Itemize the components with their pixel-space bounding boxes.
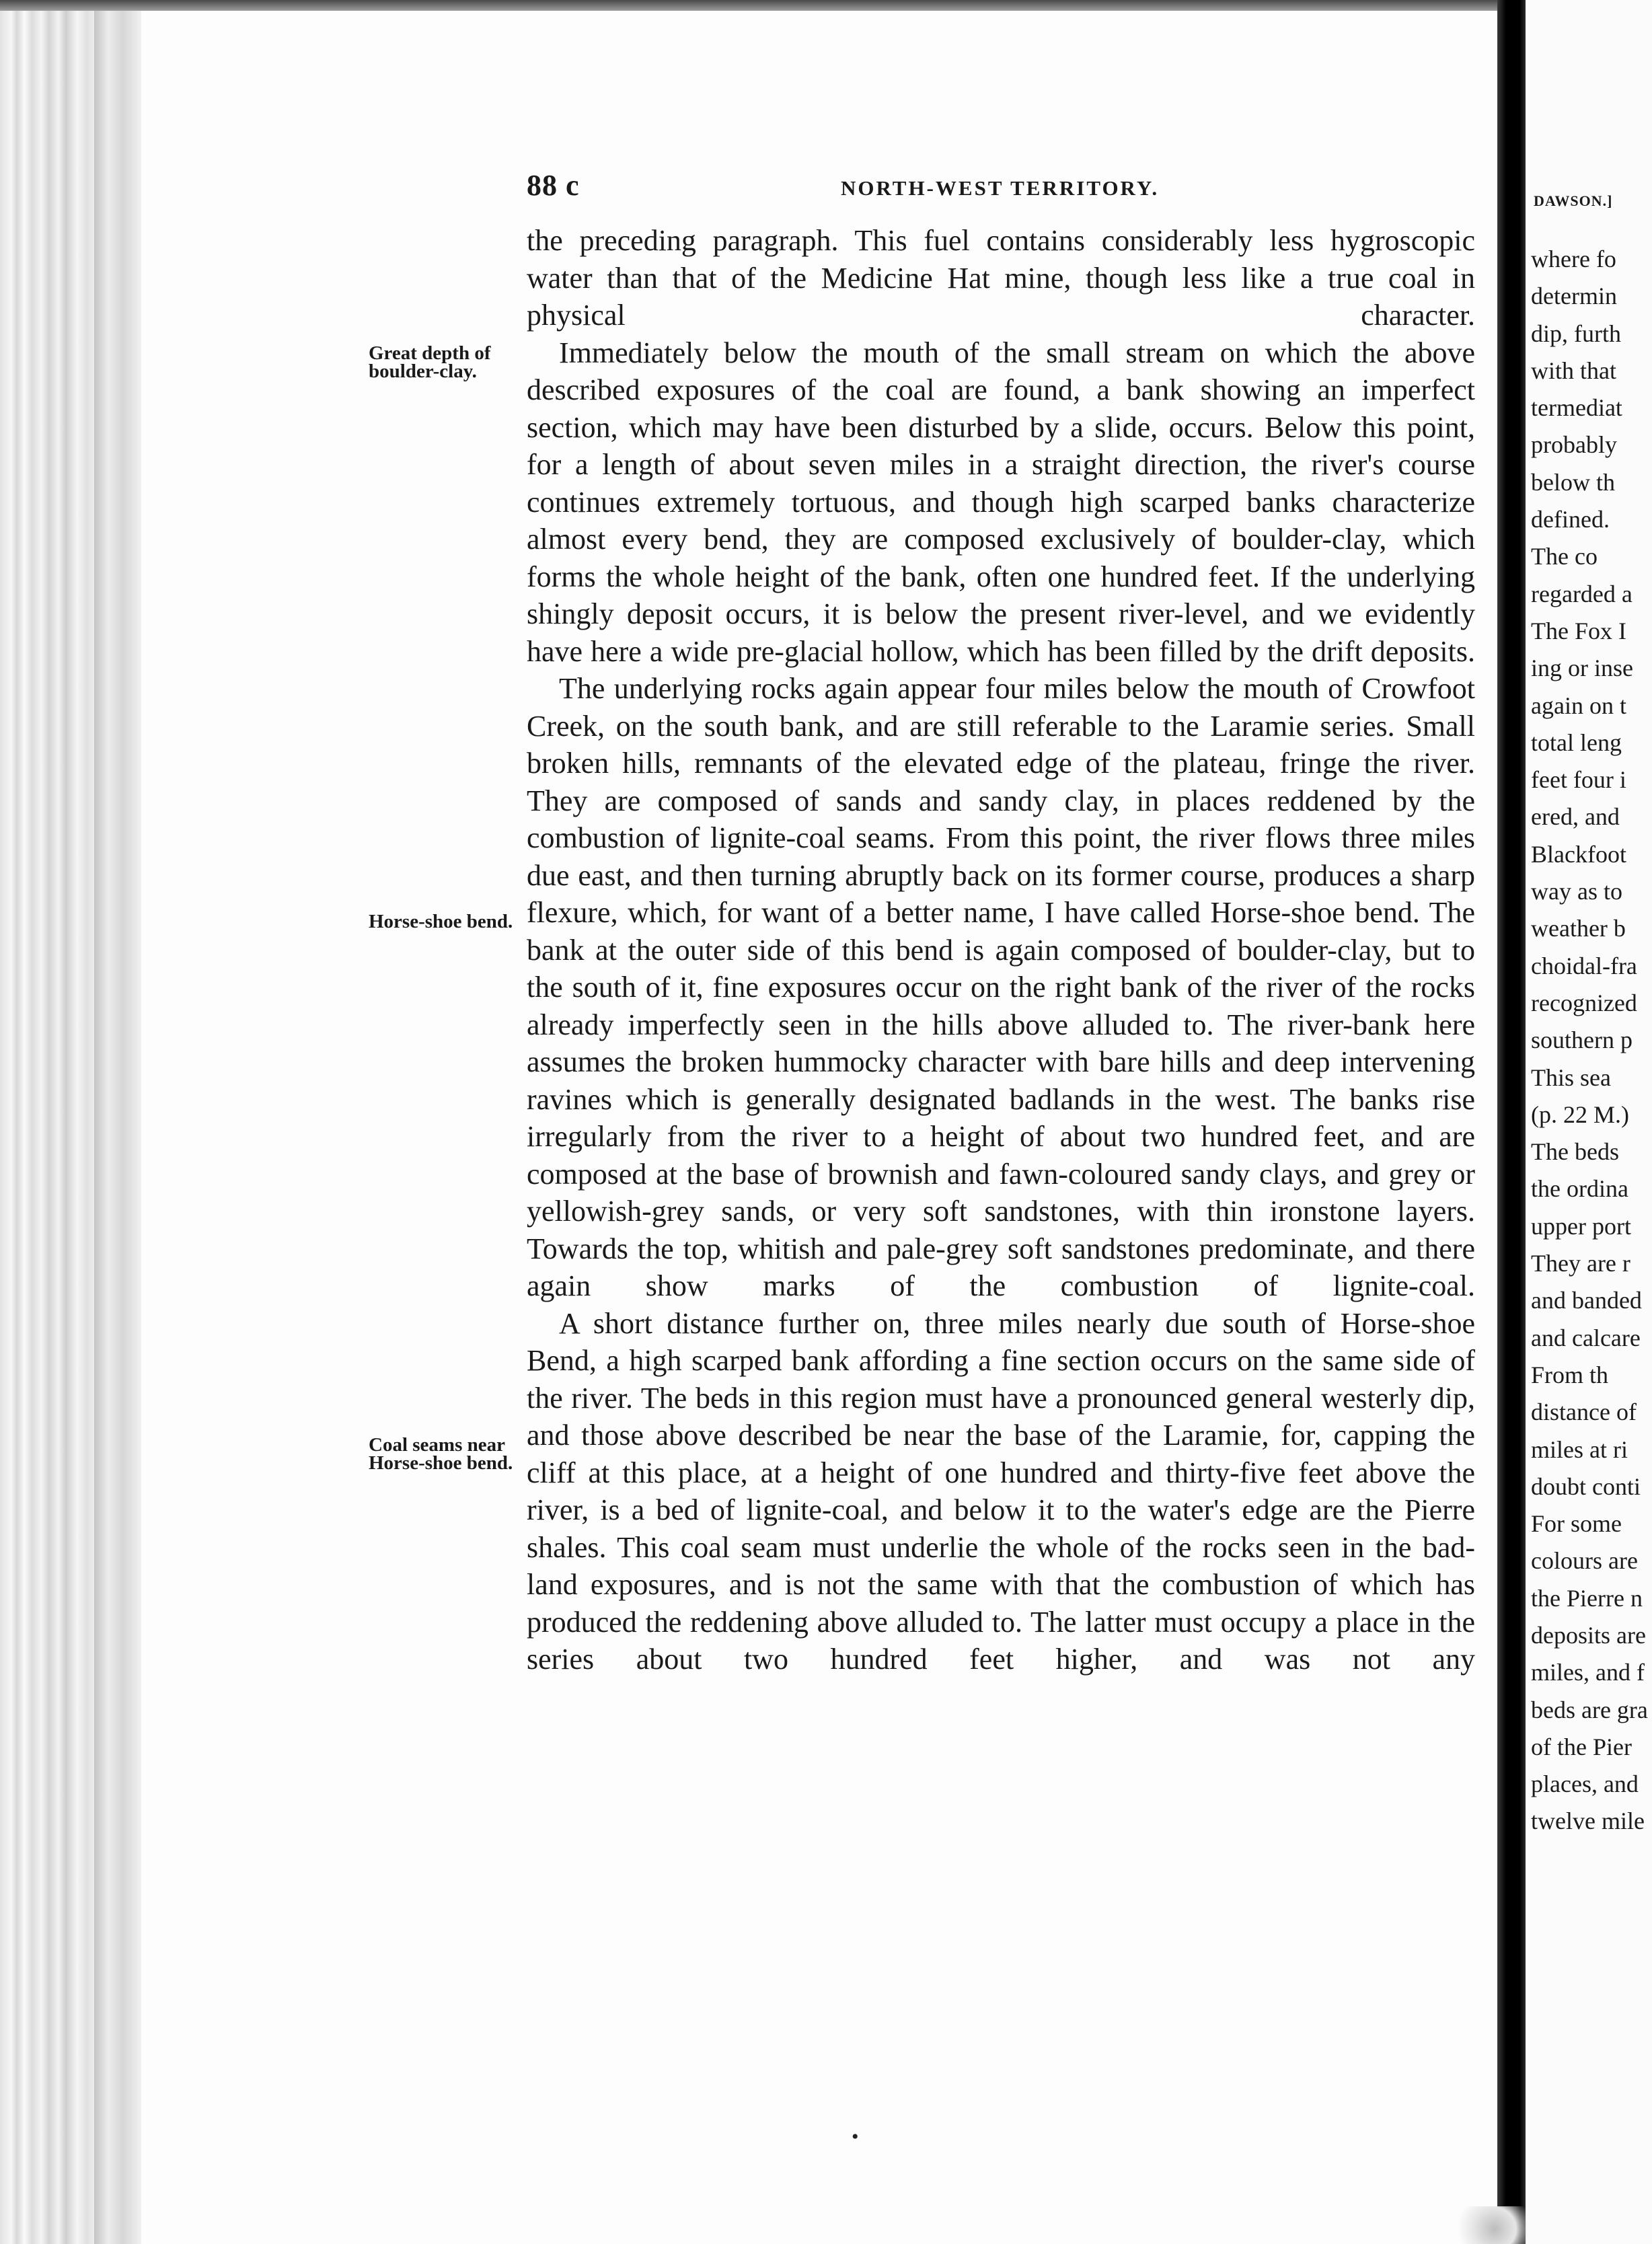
right-page-lines — [1531, 241, 1652, 1840]
corner-smudge — [1446, 2206, 1527, 2244]
right-page-line: For some — [1531, 1510, 1622, 1538]
right-page-line: choidal-fra — [1531, 952, 1637, 979]
right-page-line: The beds — [1531, 1138, 1619, 1166]
right-page-line: and calcare — [1531, 1324, 1641, 1351]
right-page-line: They are r — [1531, 1250, 1630, 1277]
page-edge-strip — [0, 0, 94, 2244]
right-page-line: regarded a — [1531, 580, 1632, 607]
right-page-line: The co — [1531, 543, 1598, 570]
side-note-coal-seams: Coal seams near Horse-shoe bend. — [369, 1434, 513, 1474]
right-page-line: the Pierre n — [1531, 1584, 1643, 1612]
right-running-header: DAWSON.] — [1534, 192, 1613, 209]
paragraph-4: A short distance further on, three miles nearly due south of Horse-shoe Bend, a high scarped bank affording a fine section occurs on the same side of the river. The beds in this region must have a pronounced general westerly dip, and those above described be near the base of the Laramie, for, capping the cliff at this place, at a height of one hundred and thirty-five feet above the river, is a bed of lignite-coal, and below it to the water's edge are the Pierre shales. This coal seam must underlie the whole of the rocks seen in the bad-land exposures, and is not the same with that the combustion of which has produced the reddening above alluded to. The latter must occupy a place in the series about two hundred feet higher, and was not any — [527, 1306, 1475, 1676]
right-page-line: (p. 22 M.) — [1531, 1100, 1629, 1128]
side-note-horse-shoe: Horse-shoe bend. — [369, 911, 513, 932]
right-page-line: again on t — [1531, 691, 1626, 719]
main-text-column — [527, 222, 1475, 1678]
top-border — [0, 0, 1497, 11]
right-page-line: where fo — [1531, 246, 1616, 272]
right-page-line: deposits are — [1531, 1621, 1646, 1649]
right-page-line: dip, furth — [1531, 320, 1621, 347]
right-page-partial — [1526, 0, 1652, 2244]
right-page-line: colours are — [1531, 1547, 1638, 1575]
right-page-line: The Fox I — [1531, 617, 1626, 644]
right-page-line: places, and — [1531, 1770, 1639, 1798]
right-page-line: This sea — [1531, 1063, 1611, 1091]
bottom-mark: • — [852, 2126, 859, 2148]
paragraph-3: The underlying rocks again appear four miles below the mouth of Crowfoot Creek, on the south bank, and are still referable to the Laramie series. Small broken hills, remnants of the elevated edge of the plateau, fringe the river. They are composed of sands and sandy clay, in places reddened by the combustion of lignite-coal seams. From this point, the river flows three miles due east, and then turning abruptly back on its former course, produces a sharp flexure, which, for want of a better name, I have called Horse-shoe bend. The bank at the outer side of this bend is again composed of boulder-clay, but to the south of it, fine exposures occur on the right bank of the river of the rocks already imperfectly seen in the hills above alluded to. The river-bank here assumes the broken hummocky character with bare hills and deep intervening ravines which is generally designated badlands in the west. The banks rise irregularly from the river to a height of about two hundred feet, and are composed at the base of brownish and fawn-coloured sandy clays, and grey or yellowish-grey sands, or very soft sandstones, with thin ironstone layers. Towards the top, whitish and pale-grey soft sandstones predominate, and there again show marks of the combustion of lignite-coal. — [527, 672, 1475, 1302]
right-page-line: below th — [1531, 468, 1615, 496]
right-page-line: way as to — [1531, 878, 1622, 905]
page-edge-shadow — [94, 0, 141, 2244]
right-page-line: and banded — [1531, 1287, 1642, 1314]
page-number: 88 c — [527, 169, 580, 202]
right-page-line: recognized — [1531, 989, 1637, 1016]
right-page-line: the ordina — [1531, 1175, 1628, 1203]
right-page-line: probably — [1531, 431, 1617, 459]
right-page-line: termediat — [1531, 394, 1622, 422]
right-page-line: doubt conti — [1531, 1472, 1641, 1500]
right-page-line: miles at ri — [1531, 1435, 1628, 1463]
right-page-line: Blackfoot — [1531, 840, 1626, 868]
right-page-line: of the Pier — [1531, 1733, 1632, 1760]
paragraph-2: Immediately below the mouth of the small stream on which the above described exposures of the coal are found, a bank showing an imperfect section, which may have been disturbed by a slide, occurs. Below this point, for a length of about seven miles in a straight direction, the river's course continues extremely tortuous, and though high scarped banks characterize almost every bend, they are composed exclusively of boulder-clay, which forms the whole height of the bank, often one hundred feet. If the underlying shingly deposit occurs, it is below the present river-level, and we evidently have here a wide pre-glacial hollow, which has been filled by the drift deposits. — [527, 336, 1475, 668]
paragraph-1: the preceding paragraph. This fuel contains considerably less hygroscopic water than that of the Medicine Hat mine, though less like a true coal in physical character. — [527, 224, 1475, 332]
right-page-line: distance of — [1531, 1398, 1637, 1426]
right-page-line: miles, and f — [1531, 1659, 1645, 1686]
right-page-line: weather b — [1531, 915, 1626, 942]
right-page-line: total leng — [1531, 728, 1622, 756]
right-page-line: ered, and — [1531, 803, 1620, 831]
right-page-line: ing or inse — [1531, 654, 1633, 682]
running-title: NORTH-WEST TERRITORY. — [841, 176, 1160, 200]
right-page-line: southern p — [1531, 1026, 1632, 1054]
right-page-line: defined. — [1531, 506, 1610, 533]
right-page-line: determin — [1531, 283, 1617, 310]
right-page-line: beds are gra — [1531, 1696, 1648, 1723]
right-page-line: From th — [1531, 1361, 1609, 1388]
book-gutter — [1497, 0, 1526, 2244]
right-page-line: feet four i — [1531, 766, 1626, 794]
right-page-line: upper port — [1531, 1212, 1631, 1240]
right-page-line: twelve mile — [1531, 1807, 1645, 1835]
side-note-great-depth: Great depth of boulder-clay. — [369, 342, 491, 382]
right-page-line: with that — [1531, 357, 1616, 384]
